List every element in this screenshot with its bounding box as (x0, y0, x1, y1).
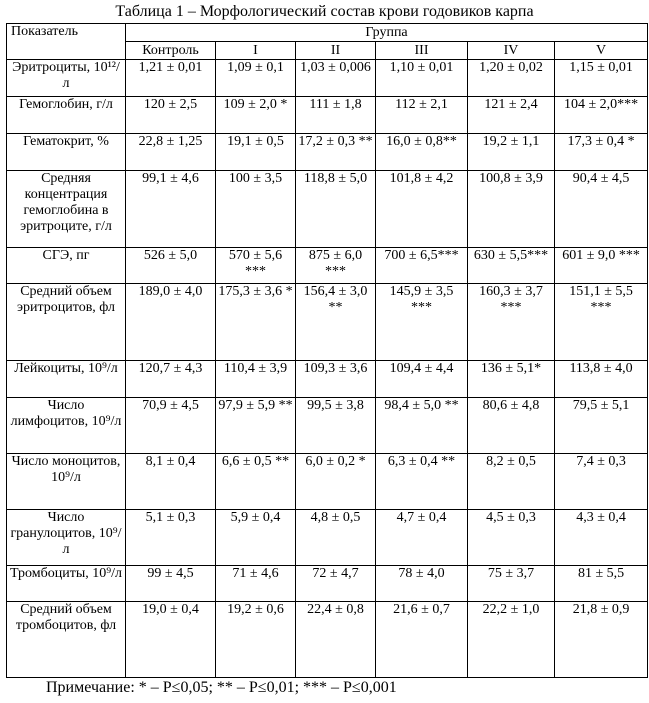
value-cell: 75 ± 3,7 (468, 566, 555, 602)
value-cell: 113,8 ± 4,0 (555, 361, 648, 398)
value-cell: 120 ± 2,5 (126, 97, 216, 134)
indicator-cell: Эритроциты, 10¹²/л (7, 60, 126, 97)
value-cell: 1,03 ± 0,006 (296, 60, 376, 97)
value-cell: 97,9 ± 5,9 ** (216, 398, 296, 454)
value-cell: 151,1 ± 5,5 *** (555, 284, 648, 361)
value-cell: 19,0 ± 0,4 (126, 602, 216, 678)
indicator-cell: Средняя концентрация гемоглобина в эритроците, г/л (7, 171, 126, 248)
indicator-cell: Средний объем тромбоцитов, фл (7, 602, 126, 678)
value-cell: 700 ± 6,5*** (376, 248, 468, 284)
value-cell: 156,4 ± 3,0 ** (296, 284, 376, 361)
indicator-cell: Лейкоциты, 10⁹/л (7, 361, 126, 398)
value-cell: 1,20 ± 0,02 (468, 60, 555, 97)
value-cell: 16,0 ± 0,8** (376, 134, 468, 171)
table-row (7, 566, 648, 602)
indicator-header: Показатель (7, 24, 126, 60)
header-row-1 (7, 24, 648, 42)
value-cell: 109 ± 2,0 * (216, 97, 296, 134)
value-cell: 90,4 ± 4,5 (555, 171, 648, 248)
value-cell: 6,0 ± 0,2 * (296, 454, 376, 510)
value-cell: 21,8 ± 0,9 (555, 602, 648, 678)
value-cell: 101,8 ± 4,2 (376, 171, 468, 248)
value-cell: 17,2 ± 0,3 ** (296, 134, 376, 171)
table-row (7, 454, 648, 510)
value-cell: 99 ± 4,5 (126, 566, 216, 602)
value-cell: 175,3 ± 3,6 * (216, 284, 296, 361)
value-cell: 6,6 ± 0,5 ** (216, 454, 296, 510)
value-cell: 22,8 ± 1,25 (126, 134, 216, 171)
value-cell: 19,1 ± 0,5 (216, 134, 296, 171)
table-row (7, 60, 648, 97)
indicator-cell: Гематокрит, % (7, 134, 126, 171)
value-cell: 79,5 ± 5,1 (555, 398, 648, 454)
value-cell: 78 ± 4,0 (376, 566, 468, 602)
value-cell: 6,3 ± 0,4 ** (376, 454, 468, 510)
value-cell: 5,1 ± 0,3 (126, 510, 216, 566)
value-cell: 17,3 ± 0,4 * (555, 134, 648, 171)
value-cell: 111 ± 1,8 (296, 97, 376, 134)
value-cell: 120,7 ± 4,3 (126, 361, 216, 398)
column-header: V (555, 42, 648, 60)
table-row (7, 97, 648, 134)
value-cell: 71 ± 4,6 (216, 566, 296, 602)
value-cell: 112 ± 2,1 (376, 97, 468, 134)
value-cell: 7,4 ± 0,3 (555, 454, 648, 510)
table-row (7, 284, 648, 361)
value-cell: 81 ± 5,5 (555, 566, 648, 602)
indicator-cell: Число гранулоцитов, 10⁹/л (7, 510, 126, 566)
value-cell: 121 ± 2,4 (468, 97, 555, 134)
value-cell: 100,8 ± 3,9 (468, 171, 555, 248)
value-cell: 99,5 ± 3,8 (296, 398, 376, 454)
value-cell: 22,4 ± 0,8 (296, 602, 376, 678)
value-cell: 19,2 ± 0,6 (216, 602, 296, 678)
value-cell: 601 ± 9,0 *** (555, 248, 648, 284)
table-row (7, 361, 648, 398)
indicator-cell: СГЭ, пг (7, 248, 126, 284)
table-row (7, 248, 648, 284)
column-header: III (376, 42, 468, 60)
value-cell: 80,6 ± 4,8 (468, 398, 555, 454)
value-cell: 630 ± 5,5*** (468, 248, 555, 284)
table-row (7, 510, 648, 566)
value-cell: 4,5 ± 0,3 (468, 510, 555, 566)
value-cell: 1,10 ± 0,01 (376, 60, 468, 97)
value-cell: 100 ± 3,5 (216, 171, 296, 248)
value-cell: 109,3 ± 3,6 (296, 361, 376, 398)
column-header: IV (468, 42, 555, 60)
value-cell: 4,3 ± 0,4 (555, 510, 648, 566)
value-cell: 118,8 ± 5,0 (296, 171, 376, 248)
blood-composition-table (6, 23, 648, 678)
value-cell: 136 ± 5,1* (468, 361, 555, 398)
value-cell: 145,9 ± 3,5 *** (376, 284, 468, 361)
value-cell: 4,8 ± 0,5 (296, 510, 376, 566)
column-header: II (296, 42, 376, 60)
column-header: Контроль (126, 42, 216, 60)
value-cell: 99,1 ± 4,6 (126, 171, 216, 248)
value-cell: 22,2 ± 1,0 (468, 602, 555, 678)
value-cell: 104 ± 2,0*** (555, 97, 648, 134)
table-note: Примечание: * – P≤0,05; ** – P≤0,01; *** – P≤0,001 (46, 679, 397, 696)
value-cell: 110,4 ± 3,9 (216, 361, 296, 398)
table-row (7, 398, 648, 454)
value-cell: 1,21 ± 0,01 (126, 60, 216, 97)
indicator-cell: Число моноцитов, 10⁹/л (7, 454, 126, 510)
value-cell: 8,2 ± 0,5 (468, 454, 555, 510)
value-cell: 19,2 ± 1,1 (468, 134, 555, 171)
table-title: Таблица 1 – Морфологический состав крови годовиков карпа (115, 3, 534, 20)
value-cell: 1,15 ± 0,01 (555, 60, 648, 97)
indicator-cell: Число лимфоцитов, 10⁹/л (7, 398, 126, 454)
indicator-cell: Средний объем эритроцитов, фл (7, 284, 126, 361)
value-cell: 98,4 ± 5,0 ** (376, 398, 468, 454)
value-cell: 109,4 ± 4,4 (376, 361, 468, 398)
table-row (7, 602, 648, 678)
value-cell: 160,3 ± 3,7 *** (468, 284, 555, 361)
value-cell: 526 ± 5,0 (126, 248, 216, 284)
indicator-cell: Тромбоциты, 10⁹/л (7, 566, 126, 602)
value-cell: 72 ± 4,7 (296, 566, 376, 602)
value-cell: 5,9 ± 0,4 (216, 510, 296, 566)
value-cell: 70,9 ± 4,5 (126, 398, 216, 454)
value-cell: 21,6 ± 0,7 (376, 602, 468, 678)
group-header: Группа (126, 24, 648, 42)
value-cell: 875 ± 6,0 *** (296, 248, 376, 284)
indicator-cell: Гемоглобин, г/л (7, 97, 126, 134)
value-cell: 570 ± 5,6 *** (216, 248, 296, 284)
value-cell: 8,1 ± 0,4 (126, 454, 216, 510)
value-cell: 189,0 ± 4,0 (126, 284, 216, 361)
value-cell: 4,7 ± 0,4 (376, 510, 468, 566)
table-row (7, 171, 648, 248)
value-cell: 1,09 ± 0,1 (216, 60, 296, 97)
column-header: I (216, 42, 296, 60)
table-row (7, 134, 648, 171)
